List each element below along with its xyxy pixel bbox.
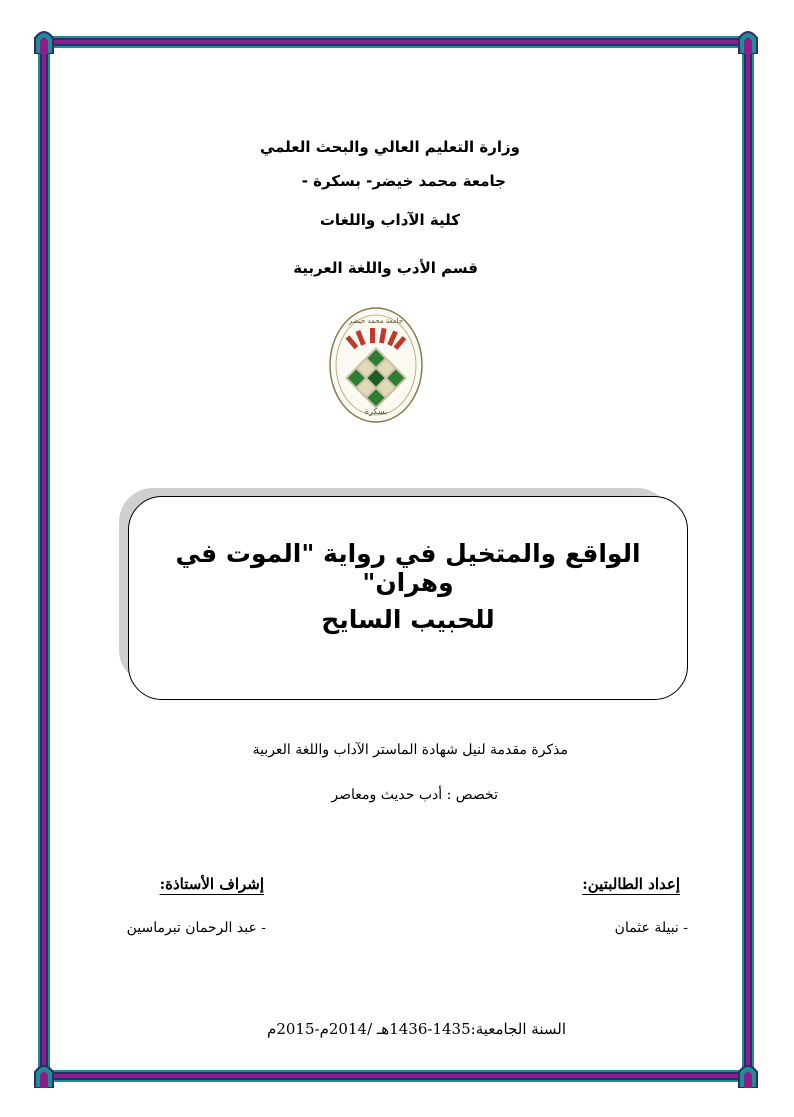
thesis-title-line-1: الواقع والمتخيل في رواية "الموت في وهران" bbox=[175, 539, 641, 597]
thesis-title-line-2: للحبيب السايح bbox=[321, 605, 495, 634]
logo-bottom-text: بسكرة bbox=[364, 407, 388, 416]
ministry-name: وزارة التعليم العالي والبحث العلمي bbox=[259, 138, 520, 156]
frame-corner-bottom-right-icon bbox=[737, 1062, 759, 1088]
frame-top-bar bbox=[44, 36, 750, 48]
student-name: - نبيلة عثمان bbox=[614, 920, 688, 936]
academic-year: السنة الجامعية:1435-1436هـ /2014م-2015م bbox=[267, 1020, 566, 1038]
students-label: إعداد الطالبتين: bbox=[582, 875, 680, 893]
specialty: تخصص : أدب حديث ومعاصر bbox=[331, 787, 498, 803]
department-name: قسم الأدب واللغة العربية bbox=[293, 259, 478, 277]
university-logo bbox=[328, 306, 424, 424]
frame-bottom-bar bbox=[44, 1070, 750, 1082]
title-box bbox=[128, 496, 688, 700]
logo-top-text: جامعة محمد خيضر bbox=[348, 317, 404, 325]
faculty-name: كلية الآداب واللغات bbox=[319, 211, 460, 229]
frame-right-bar bbox=[742, 34, 754, 1086]
supervisor-name: - عبد الرحمان تبرماسين bbox=[126, 920, 266, 936]
university-name: جامعة محمد خيضر- بسكرة - bbox=[301, 172, 506, 190]
thesis-purpose: مذكرة مقدمة لنيل شهادة الماستر الآداب واللغة العربية bbox=[252, 742, 568, 758]
supervisor-label: إشراف الأستاذة: bbox=[159, 875, 264, 893]
frame-corner-top-right-icon bbox=[737, 28, 759, 54]
frame-left-bar bbox=[38, 34, 50, 1086]
frame-corner-top-left-icon bbox=[33, 28, 55, 54]
frame-corner-bottom-left-icon bbox=[33, 1062, 55, 1088]
